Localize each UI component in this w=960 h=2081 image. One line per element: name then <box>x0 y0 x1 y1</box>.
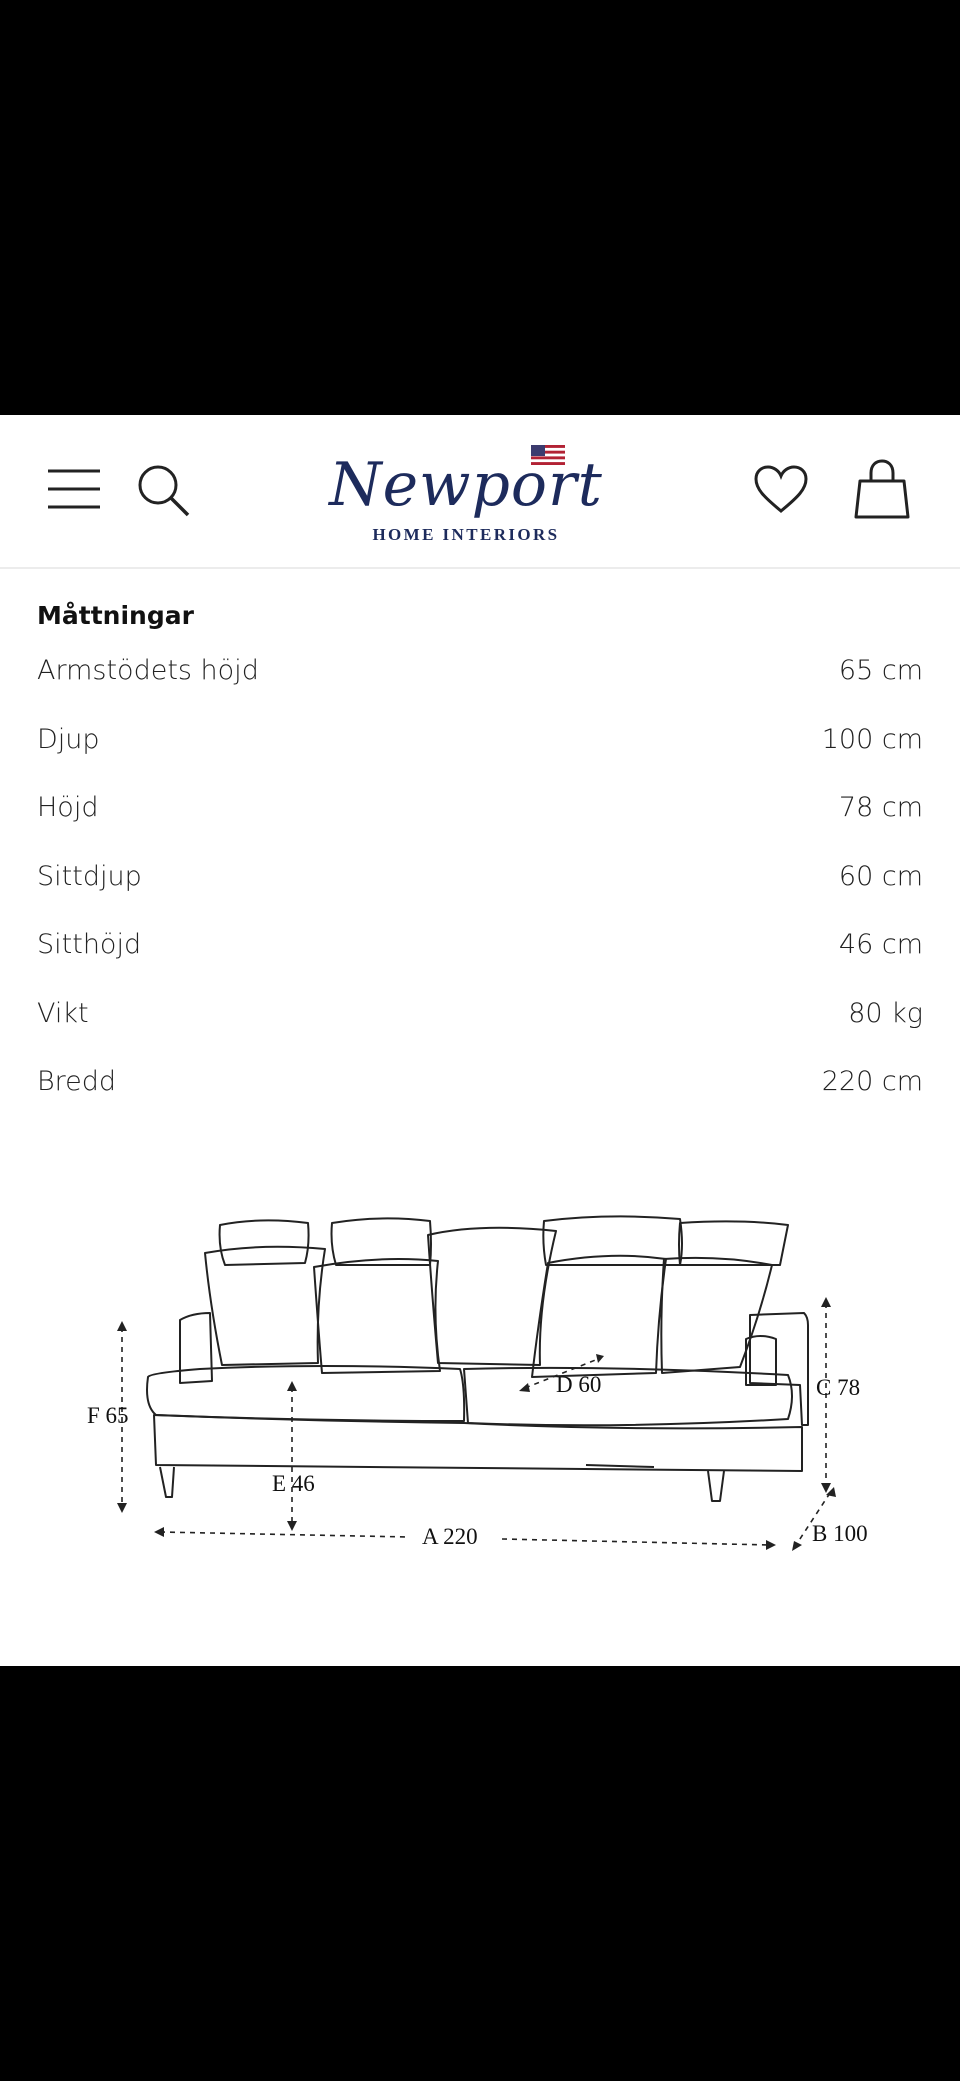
measurement-value: 65 cm <box>838 655 923 686</box>
measurement-label: Armstödets höjd <box>37 655 259 686</box>
product-page <box>0 415 960 1666</box>
measurement-row <box>37 998 923 1067</box>
dimension-label-b: B 100 <box>812 1521 868 1546</box>
wishlist-heart-icon[interactable] <box>754 465 808 515</box>
measurements-title: Måttningar <box>37 601 194 630</box>
measurement-row <box>37 861 923 930</box>
measurement-row <box>37 1066 923 1135</box>
measurement-label: Vikt <box>37 997 89 1029</box>
logo-wordmark: Newport <box>329 450 603 520</box>
measurement-value: 60 cm <box>838 860 923 892</box>
dimension-label-d: D 60 <box>556 1372 602 1397</box>
measurements-list <box>37 655 923 1135</box>
site-header <box>0 415 960 569</box>
measurement-value: 100 cm <box>821 723 923 755</box>
shopping-bag-icon[interactable] <box>854 459 910 521</box>
measurement-label: Höjd <box>37 792 99 823</box>
search-icon[interactable] <box>136 463 192 519</box>
measurement-label: Sittdjup <box>37 860 142 892</box>
dimension-label-e: E 46 <box>272 1471 315 1496</box>
measurement-value: 220 cm <box>821 1066 923 1097</box>
measurement-row <box>37 724 923 793</box>
dimension-label-a: A 220 <box>422 1524 478 1549</box>
measurement-row <box>37 792 923 861</box>
measurement-value: 80 kg <box>848 997 923 1029</box>
measurement-row <box>37 655 923 724</box>
hamburger-menu-icon[interactable] <box>46 467 102 511</box>
logo-subtitle: HOME INTERIORS <box>372 525 560 544</box>
brand-logo[interactable] <box>328 445 604 555</box>
measurement-value: 78 cm <box>838 792 923 823</box>
sofa-dimension-diagram <box>60 1205 900 1585</box>
dimension-label-c: C 78 <box>816 1375 861 1400</box>
measurement-row <box>37 929 923 998</box>
measurement-label: Sitthöjd <box>37 929 142 960</box>
measurement-label: Djup <box>37 723 100 755</box>
dimension-label-f: F 65 <box>87 1403 129 1428</box>
measurement-label: Bredd <box>37 1066 117 1097</box>
measurement-value: 46 cm <box>838 929 923 960</box>
